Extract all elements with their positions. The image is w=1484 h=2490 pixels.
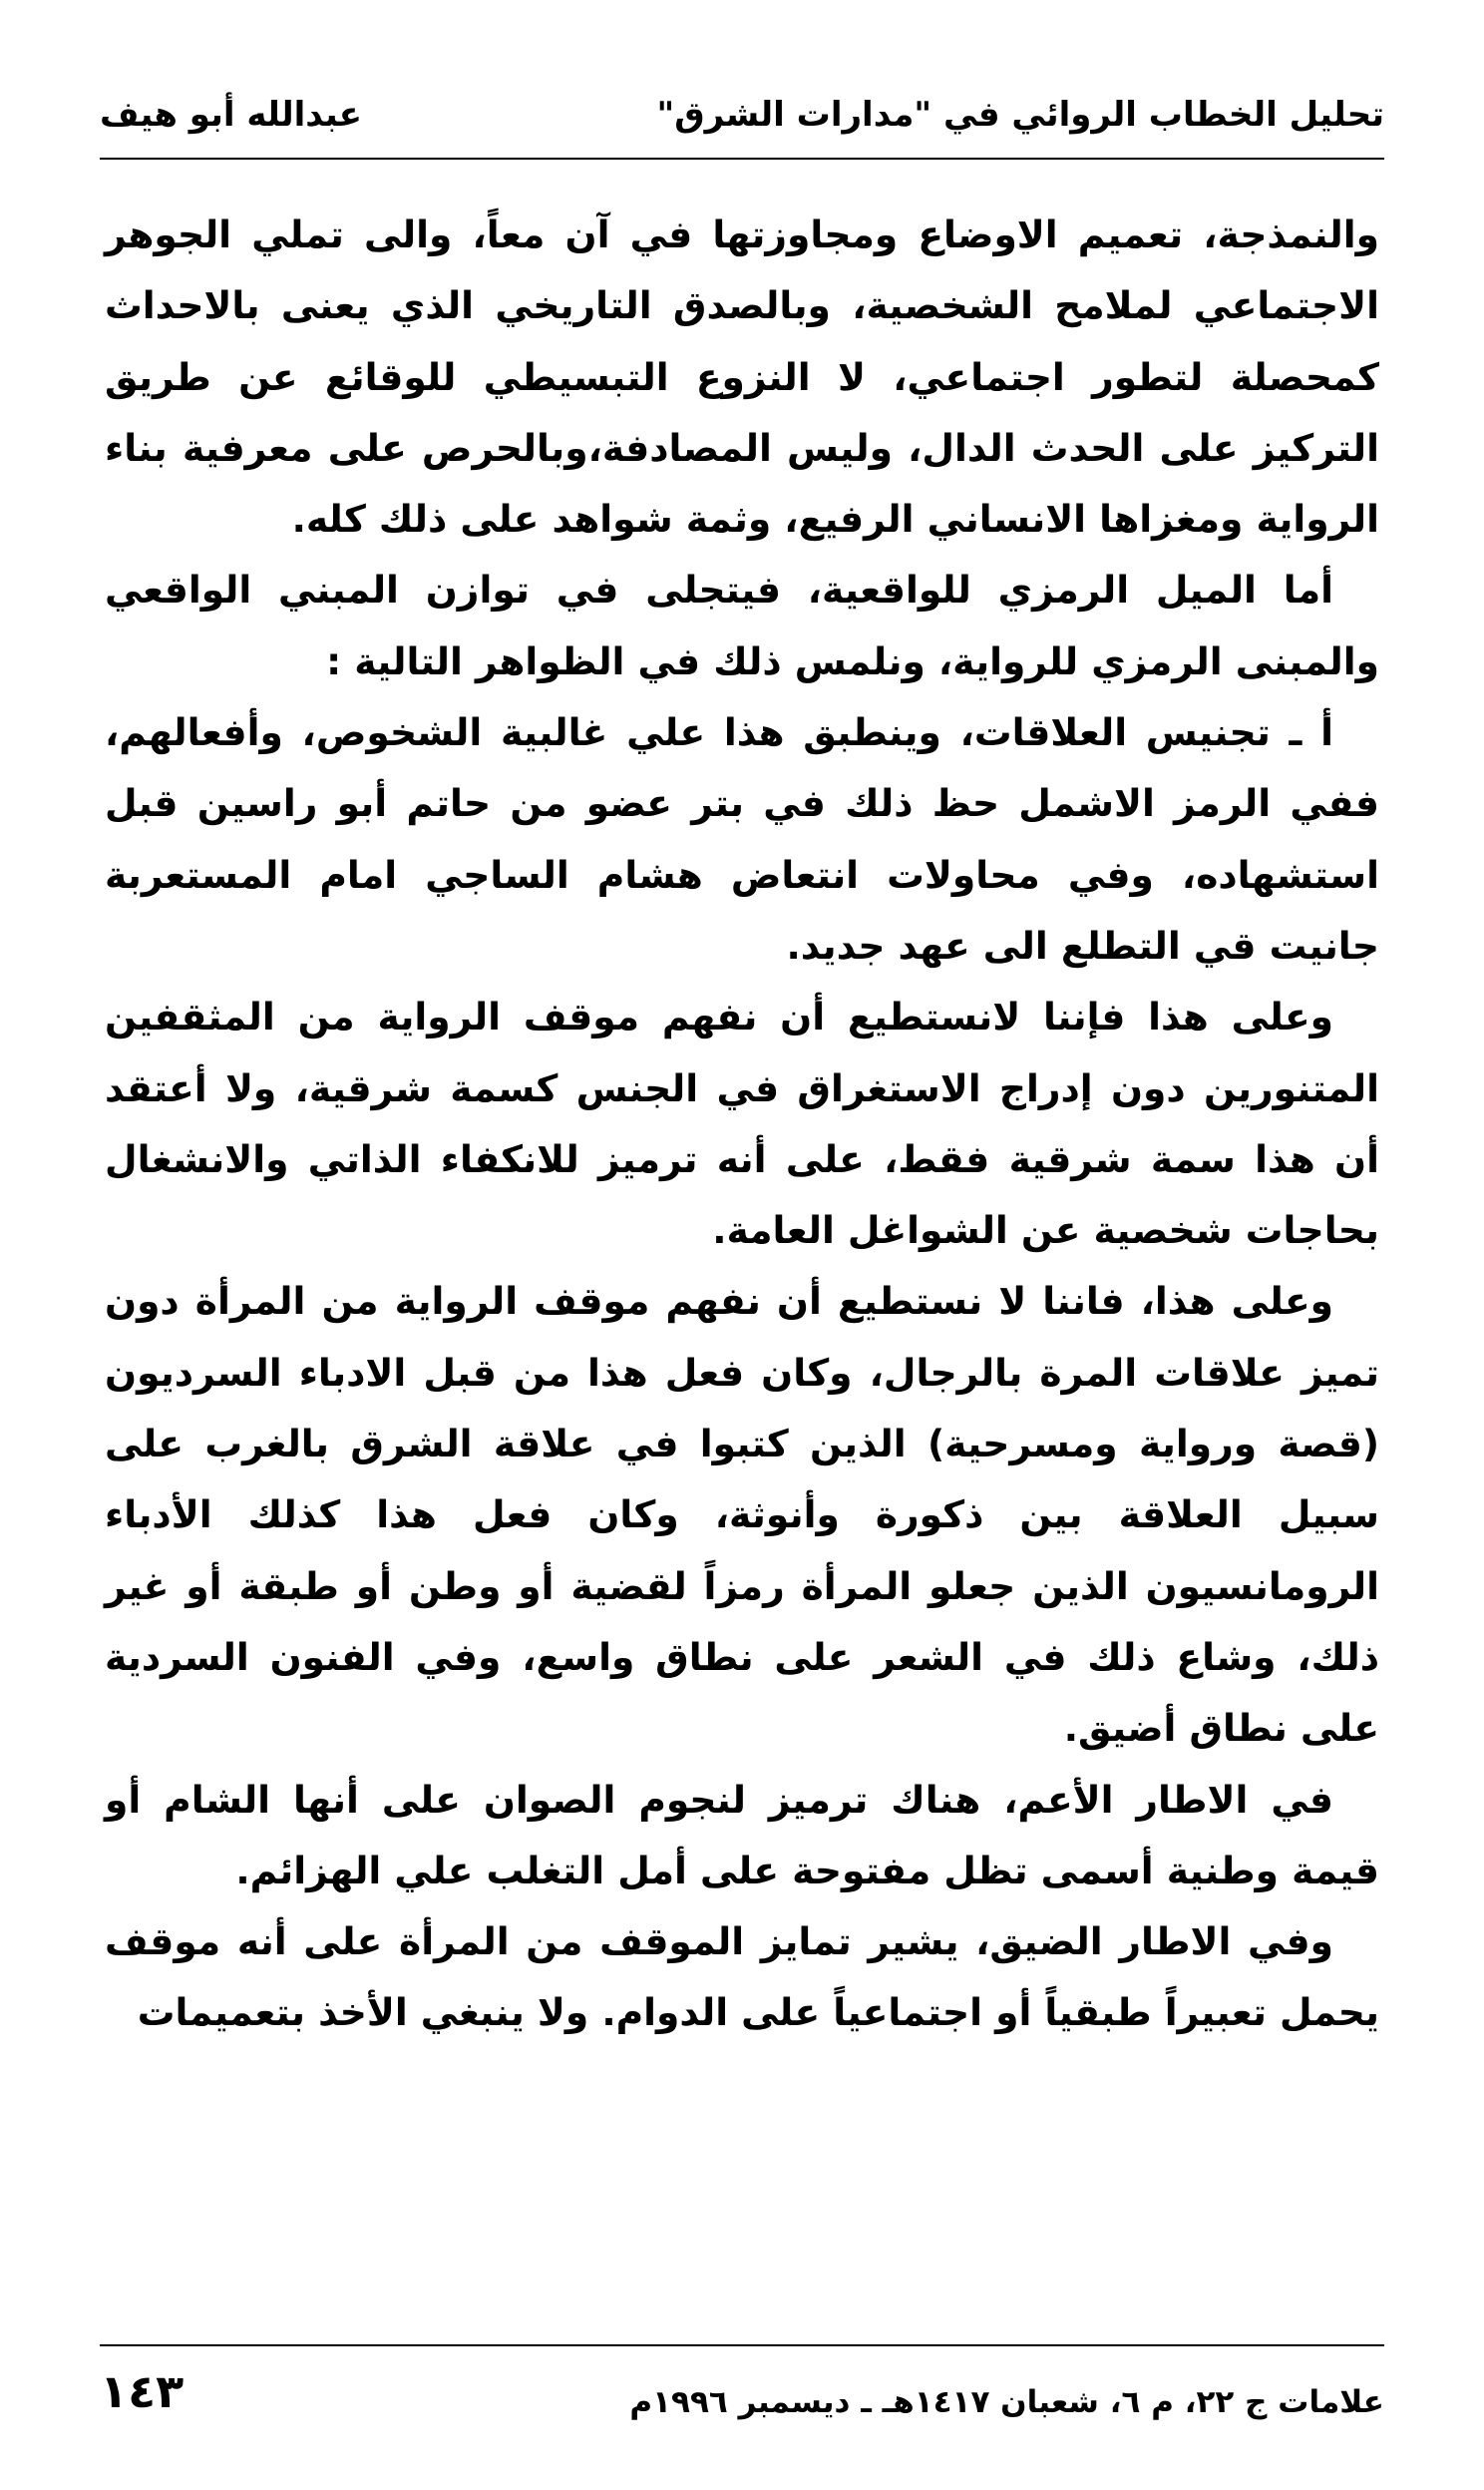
running-author: عبدالله أبو هيف [100,95,363,135]
running-title: تحليل الخطاب الروائي في "مدارات الشرق" [656,95,1384,135]
body-text [105,200,1379,2049]
page-number: ١٤٣ [100,2364,185,2418]
page-footer [100,2364,1384,2444]
paragraph: في الاطار الأعم، هناك ترميز لنجوم الصوان على أنها الشام أو قيمة وطنية أسمى تظل مفتوحة على أمل التغلب علي الهزائم. [105,1777,1379,1892]
paragraph: أما الميل الرمزي للواقعية، فيتجلى في توازن المبني الواقعي والمبنى الرمزي للرواية، ونلمس ذلك في الظواهر التالية : [105,568,1379,683]
paragraph: وعلى هذا فإننا لانستطيع أن نفهم موقف الرواية من المثقفين المتنورين دون إدراج الاستغراق في الجنس كسمة شرقية، ولا أعتقد أن هذا سمة شرقية فقط، على أنه ترميز للانكفاء الذاتي والانشغال بحاجات شخصية عن الشواغل العامة. [105,995,1379,1253]
journal-citation: علامات ج ٢٢، م ٦، شعبان ١٤١٧هـ ـ ديسمبر ١٩٩٦م [629,2384,1384,2420]
paragraph: وفي الاطار الضيق، يشير تمايز الموقف من المرأة على أنه موقف يحمل تعبيراً طبقياً أو اجتماعياً على الدوام. ولا ينبغي الأخذ بتعميمات [105,1919,1379,2035]
paragraph: وعلى هذا، فاننا لا نستطيع أن نفهم موقف الرواية من المرأة دون تميز علاقات المرة بالرجال، وكان فعل هذا من قبل الادباء السرديون (قصة ورواية ومسرحية) الذين كتبوا في علاقة الشرق بالغرب على سبيل العلاقة بين ذكورة وأنوثة، وكان فعل هذا كذلك الأدباء الرومانسيون الذين جعلو المرأة رمزاً لقضية أو وطن أو طبقة أو غير ذلك، وشاع ذلك في الشعر على نطاق واسع، وفي الفنون السردية على نطاق أضيق. [105,1279,1379,1751]
paragraph: أ ـ تجنيس العلاقات، وينطبق هذا علي غالبية الشخوص، وأفعالهم، ففي الرمز الاشمل حظ ذلك في بتر عضو من حاتم أبو راسين قبل استشهاده، وفي محاولات انتعاض هشام الساجي امام المستعربة جانيت قي التطلع الى عهد جديد. [105,710,1379,968]
header-divider [100,158,1384,160]
footer-divider [100,2344,1384,2346]
paragraph: والنمذجة، تعميم الاوضاع ومجاوزتها في آن معاً، والى تملي الجوهر الاجتماعي لملامح الشخصية، وبالصدق التاريخي الذي يعنى بالاحداث كمحصلة لتطور اجتماعي، لا النزوع التبسيطي للوقائع عن طريق التركيز على الحدث الدال، وليس المصادفة،وبالحرص على معرفية بناء الرواية ومغزاها الانساني الرفيع، وثمة شواهد على ذلك كله. [105,212,1379,542]
running-header [100,95,1384,155]
